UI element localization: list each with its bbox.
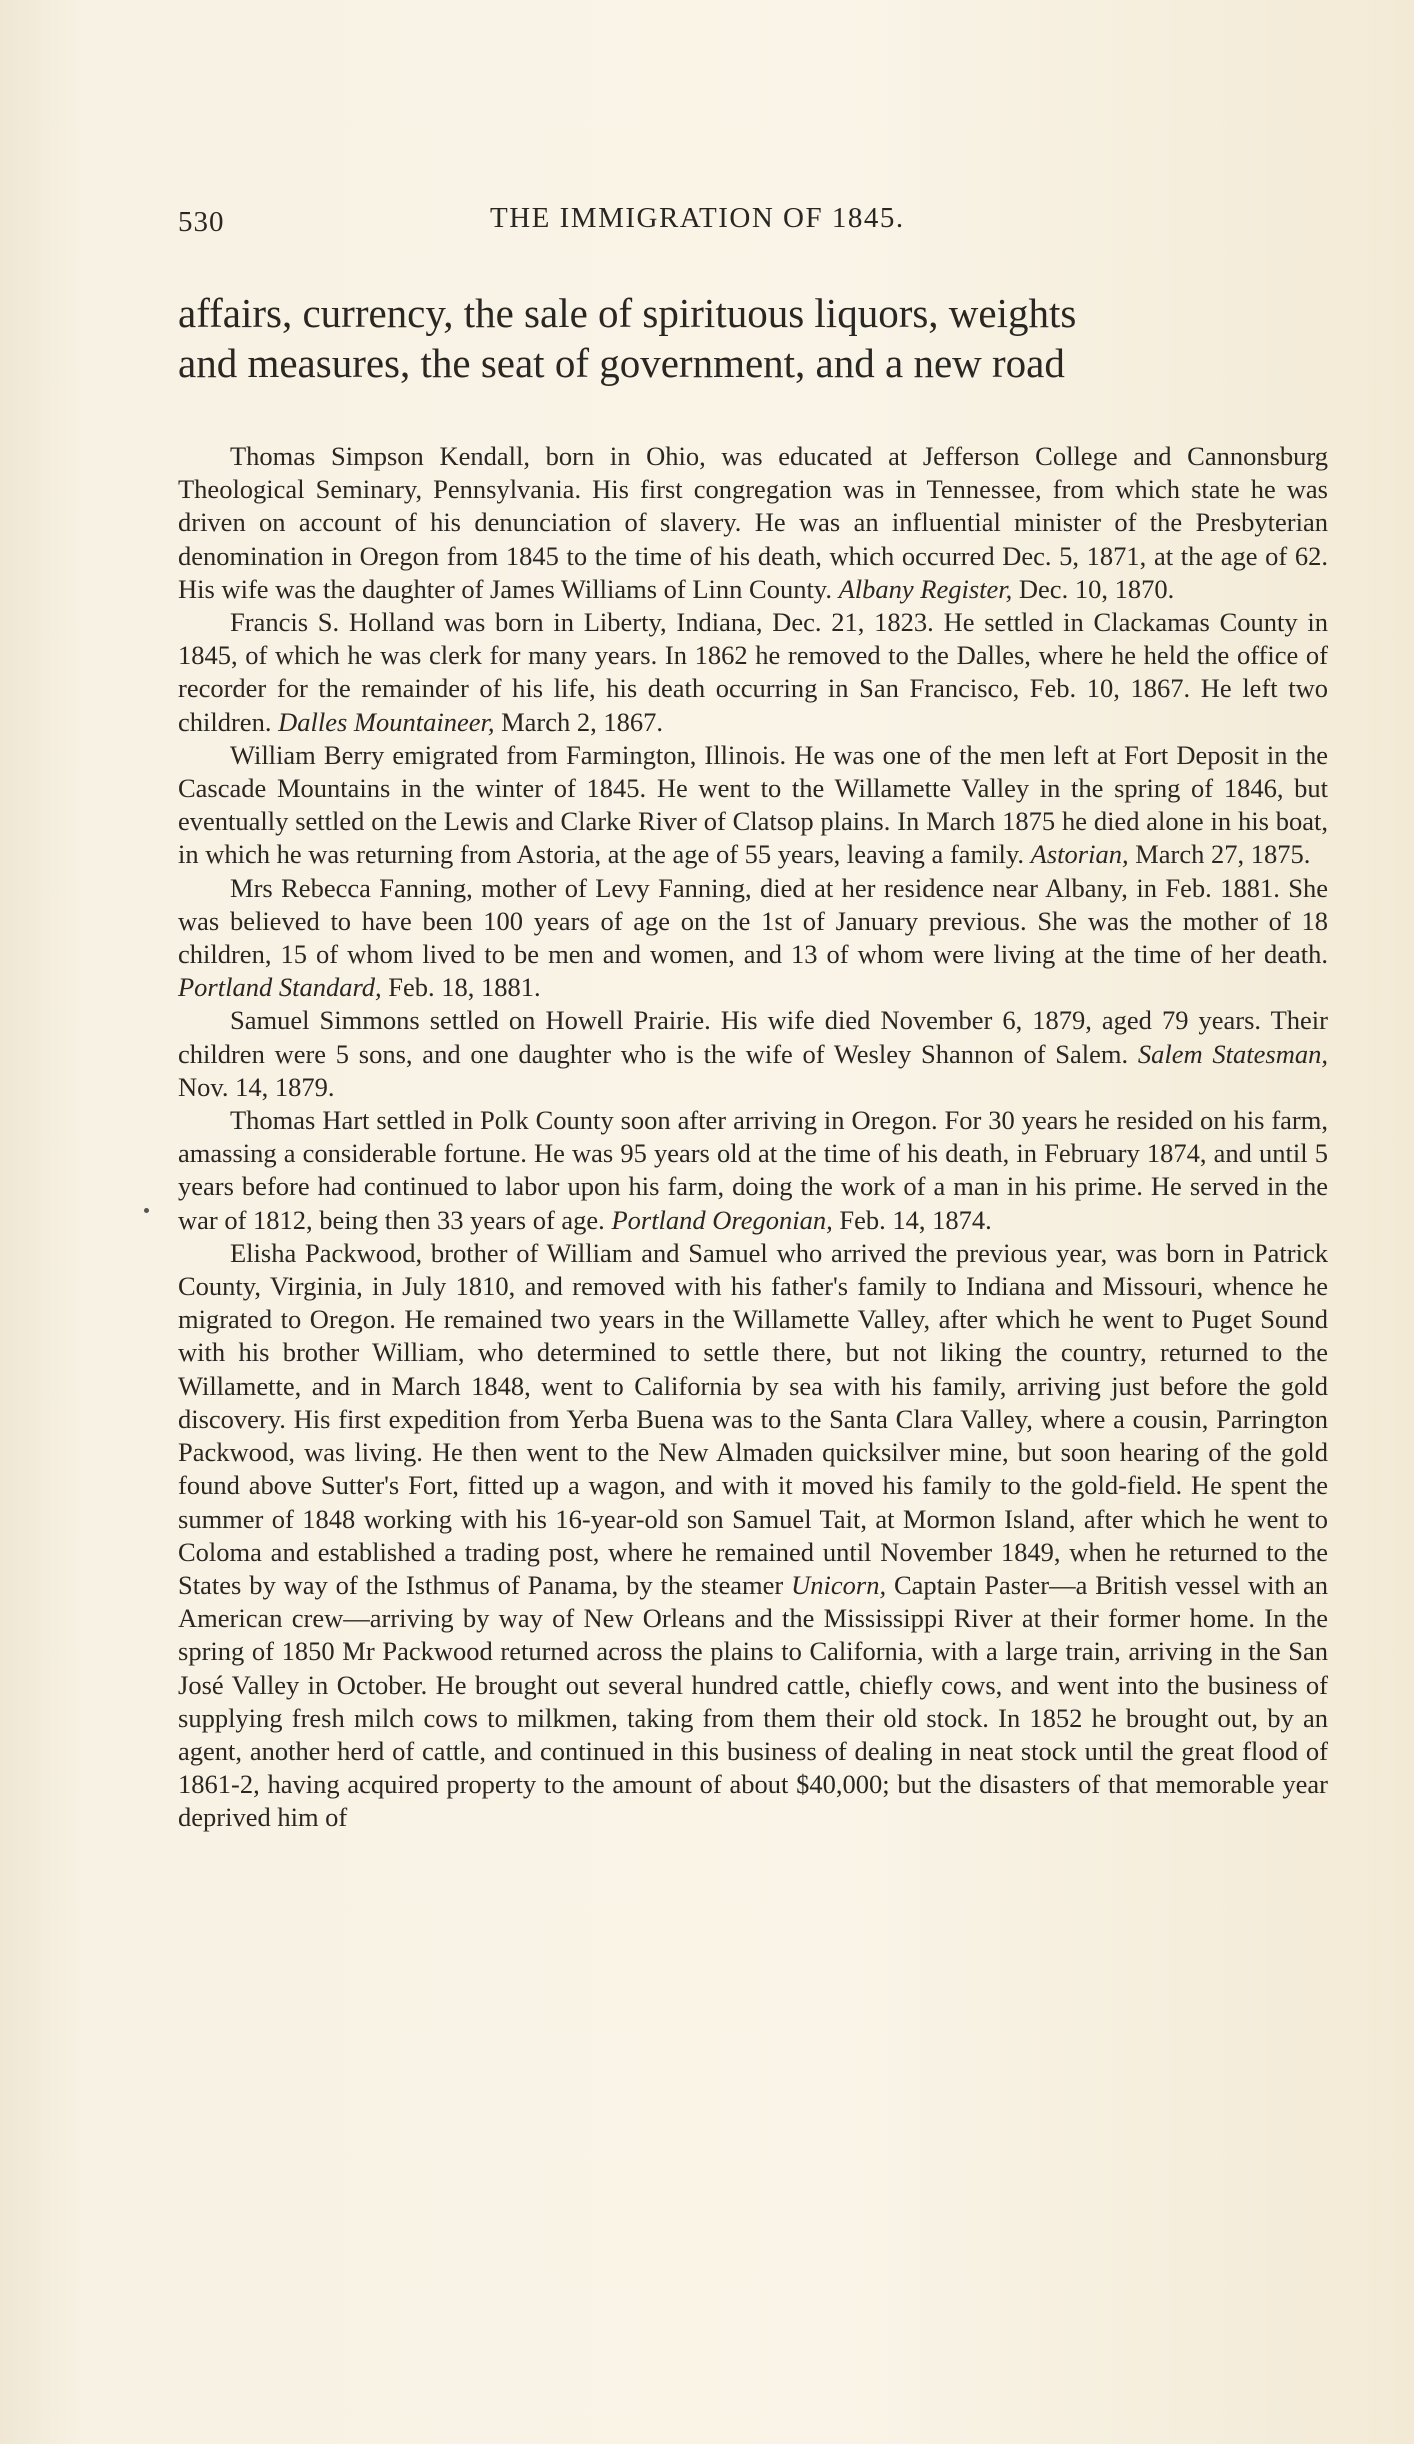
source-citation: Dalles Mountaineer,: [278, 706, 495, 737]
heading-line: affairs, currency, the sale of spirituous liquors, weights: [178, 290, 1077, 336]
source-citation: Albany Register,: [838, 573, 1013, 604]
paragraph-text-continued: Captain Paster—a British vessel with an American crew—arriving by way of New Orleans and the Mississippi River at their former home. In the spring of 1850 Mr Packwood returned across the plains to California, with a large train, arriving in the San José Valley in October. He brought out several hundred cattle, chiefly cows, and went into the business of supplying fresh milch cows to milkmen, taking from them their old stock. In 1852 he brought out, by an agent, another herd of cattle, and continued in this business of dealing in neat stock until the great flood of 1861-2, having acquired property to the amount of about $40,000; but the disasters of that memorable year deprived him of: [178, 1569, 1328, 1833]
page-number: 530: [178, 206, 225, 238]
source-citation: Salem Statesman,: [1137, 1038, 1328, 1069]
paragraph-fanning: [178, 872, 1328, 1005]
paragraph-kendall: [178, 440, 1328, 606]
paragraph-hart: [178, 1104, 1328, 1237]
paragraph-text: Elisha Packwood, brother of William and Samuel who arrived the previous year, was born in Patrick County, Virginia, in July 1810, and removed with his father's family to Indiana and Missouri, whence he migrated to Oregon. He remained two years in the Willamette Valley, after which he went to Puget Sound with his brother William, who determined to settle there, but not liking the country, returned to the Willamette, and in March 1848, went to California by sea with his family, arriving just before the gold discovery. His first expedition from Yerba Buena was to the Santa Clara Valley, where a cousin, Parrington Packwood, was living. He then went to the New Almaden quicksilver mine, but soon hearing of the gold found above Sutter's Fort, fitted up a wagon, and with it moved his family to the gold-field. He spent the summer of 1848 working with his 16-year-old son Samuel Tait, at Mormon Island, after which he went to Coloma and established a trading post, where he remained until November 1849, when he returned to the States by way of the Isthmus of Panama, by the steamer: [178, 1237, 1328, 1600]
paragraph-text: Francis S. Holland was born in Liberty, Indiana, Dec. 21, 1823. He settled in Clackamas County in 1845, of which he was clerk for many years. In 1862 he removed to the Dalles, where he held the office of recorder for the remainder of his life, his death occurring in San Francisco, Feb. 10, 1867. He left two children.: [178, 607, 1328, 737]
paragraph-holland: [178, 606, 1328, 739]
paragraph-text: Mrs Rebecca Fanning, mother of Levy Fanning, died at her residence near Albany, in Feb. 1881. She was believed to have been 100 years of age on the 1st of January previous. She was the mother of 18 children, 15 of whom lived to be men and women, and 13 of whom were living at the time of her death.: [178, 872, 1328, 970]
citation-date: Nov. 14, 1879.: [178, 1071, 335, 1102]
source-citation: Portland Standard,: [178, 972, 382, 1003]
paragraph-text: Thomas Hart settled in Polk County soon after arriving in Oregon. For 30 years he resided on his farm, amassing a considerable fortune. He was 95 years old at the time of his death, in February 1874, and until 5 years before had continued to labor upon his farm, doing the work of a man in his prime. He served in the war of 1812, being then 33 years of age.: [178, 1105, 1328, 1235]
running-header: [178, 202, 1328, 242]
paragraph-packwood: [178, 1237, 1328, 1835]
citation-date: March 27, 1875.: [1135, 839, 1311, 870]
body-text: [178, 440, 1328, 1835]
paragraph-berry: [178, 739, 1328, 872]
vessel-name: Unicorn,: [791, 1569, 887, 1600]
source-citation: Portland Oregonian,: [611, 1204, 833, 1235]
paragraph-text: William Berry emigrated from Farmington, Illinois. He was one of the men left at Fort Deposit in the Cascade Mountains in the winter of 1845. He went to the Willamette Valley in the spring of 1846, but eventually settled on the Lewis and Clarke River of Clatsop plains. In March 1875 he died alone in his boat, in which he was returning from Astoria, at the age of 55 years, leaving a family.: [178, 739, 1328, 870]
source-citation: Astorian,: [1030, 839, 1129, 870]
paragraph-text: Thomas Simpson Kendall, born in Ohio, was educated at Jefferson College and Cannonsburg Theological Seminary, Pennsylvania. His first congregation was in Tennessee, from which state he was driven on account of his denunciation of slavery. He was an influential minister of the Presbyterian denomination in Oregon from 1845 to the time of his death, which occurred Dec. 5, 1871, at the age of 62. His wife was the daughter of James Williams of Linn County.: [178, 441, 1328, 604]
citation-date: March 2, 1867.: [501, 706, 664, 737]
citation-date: Feb. 18, 1881.: [388, 972, 541, 1003]
citation-date: Feb. 14, 1874.: [839, 1204, 992, 1235]
margin-mark: [144, 1208, 149, 1213]
running-title: THE IMMIGRATION OF 1845.: [490, 202, 905, 234]
paragraph-simmons: [178, 1004, 1328, 1104]
heading-line: and measures, the seat of government, and a new road: [178, 340, 1065, 386]
continued-heading: [178, 288, 1328, 388]
citation-date: Dec. 10, 1870.: [1018, 573, 1175, 604]
paragraph-text: Samuel Simmons settled on Howell Prairie. His wife died November 6, 1879, aged 79 years. Their children were 5 sons, and one daughter who is the wife of Wesley Shannon of Salem.: [178, 1005, 1328, 1069]
